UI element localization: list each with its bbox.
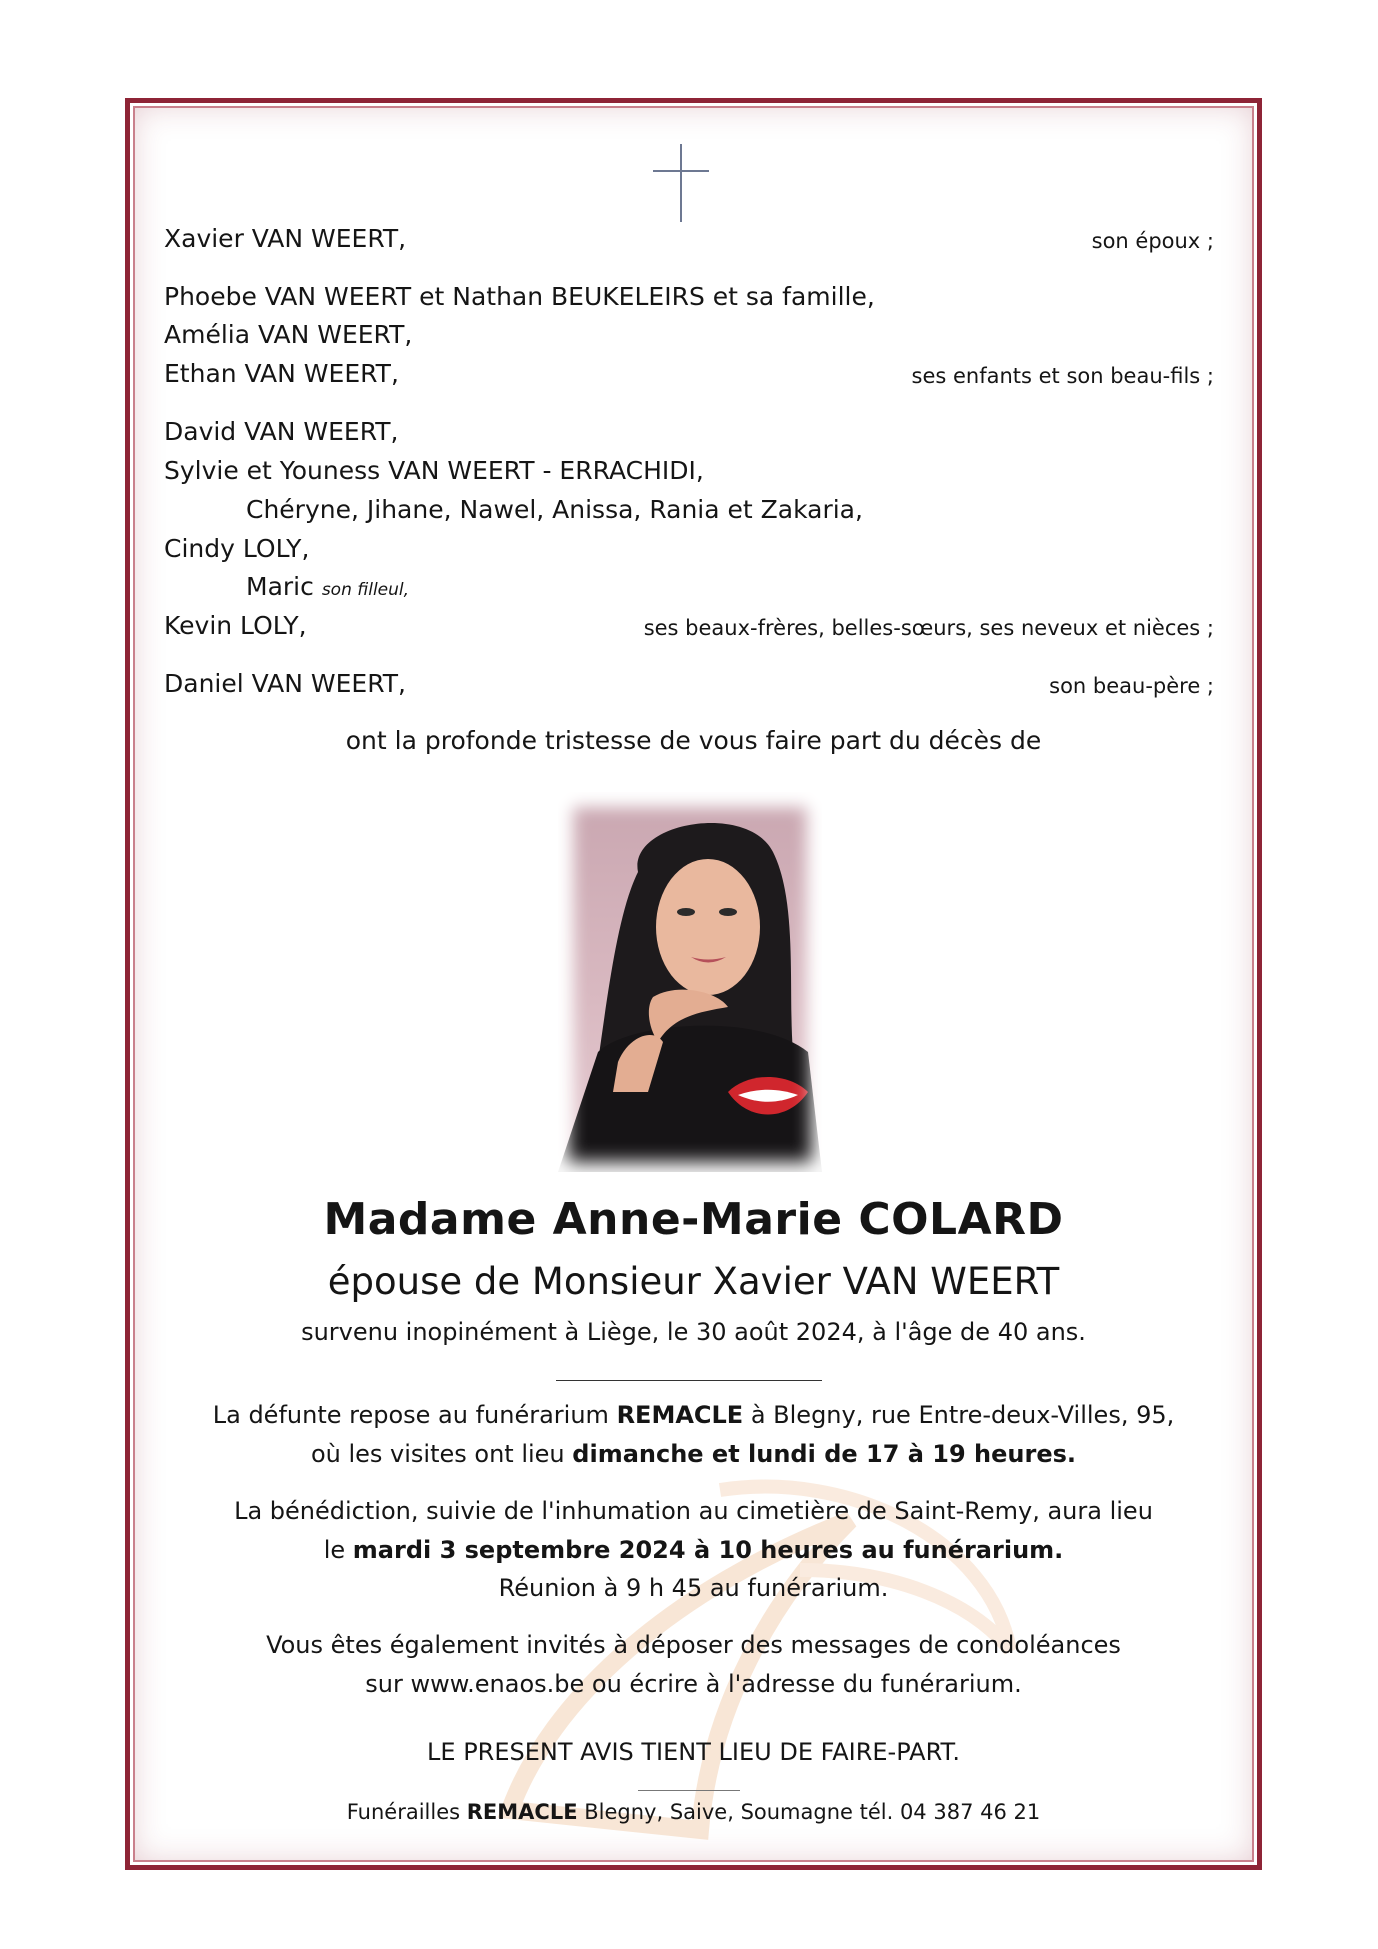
family-line: Kevin LOLY, ses beaux-frères, belles-sœurs, ses neveux et nièces ; — [164, 611, 1214, 640]
family-line: Amélia VAN WEERT, — [164, 320, 413, 349]
deceased-name: Madame Anne-Marie COLARD — [323, 1194, 1064, 1245]
ceremony-line-2: le mardi 3 septembre 2024 à 10 heures au funérarium. — [323, 1536, 1064, 1564]
family-line: Cindy LOLY, — [164, 534, 310, 563]
family-line: Daniel VAN WEERT, son beau-père ; — [164, 669, 1214, 698]
family-line: David VAN WEERT, — [164, 417, 399, 446]
family-line: Phoebe VAN WEERT et Nathan BEUKELEIRS et sa famille, — [164, 282, 875, 311]
family-line: Maric son filleul, — [246, 572, 410, 601]
portrait-photo — [558, 792, 822, 1172]
death-details: survenu inopinément à Liège, le 30 août 2024, à l'âge de 40 ans. — [301, 1318, 1086, 1346]
family-line: Ethan VAN WEERT, ses enfants et son beau-fils ; — [164, 359, 1214, 388]
ceremony-line-3: Réunion à 9 h 45 au funérarium. — [498, 1574, 889, 1602]
condolences-line-2: sur www.enaos.be ou écrire à l'adresse du funérarium. — [365, 1670, 1022, 1698]
family-line: Chéryne, Jihane, Nawel, Anissa, Rania et Zakaria, — [246, 495, 863, 524]
cross-icon — [653, 144, 709, 222]
condolences-line-1: Vous êtes également invités à déposer des messages de condoléances — [266, 1631, 1121, 1659]
intro-text: ont la profonde tristesse de vous faire part du décès de — [345, 726, 1042, 755]
divider — [556, 1380, 822, 1381]
family-line: Sylvie et Youness VAN WEERT - ERRACHIDI, — [164, 456, 704, 485]
visit-line-2: où les visites ont lieu dimanche et lundi de 17 à 19 heures. — [310, 1440, 1077, 1468]
notice-text: LE PRESENT AVIS TIENT LIEU DE FAIRE-PART. — [427, 1738, 960, 1766]
funeral-home-footer: Funérailles REMACLE Blegny, Saive, Soumagne tél. 04 387 46 21 — [346, 1800, 1041, 1824]
visit-line-1: La défunte repose au funérarium REMACLE à Blegny, rue Entre-deux-Villes, 95, — [212, 1401, 1175, 1429]
family-line: Xavier VAN WEERT, son époux ; — [164, 224, 1214, 253]
divider — [638, 1790, 740, 1791]
spouse-line: épouse de Monsieur Xavier VAN WEERT — [327, 1260, 1060, 1303]
ceremony-line-1: La bénédiction, suivie de l'inhumation au cimetière de Saint-Remy, aura lieu — [234, 1497, 1153, 1525]
